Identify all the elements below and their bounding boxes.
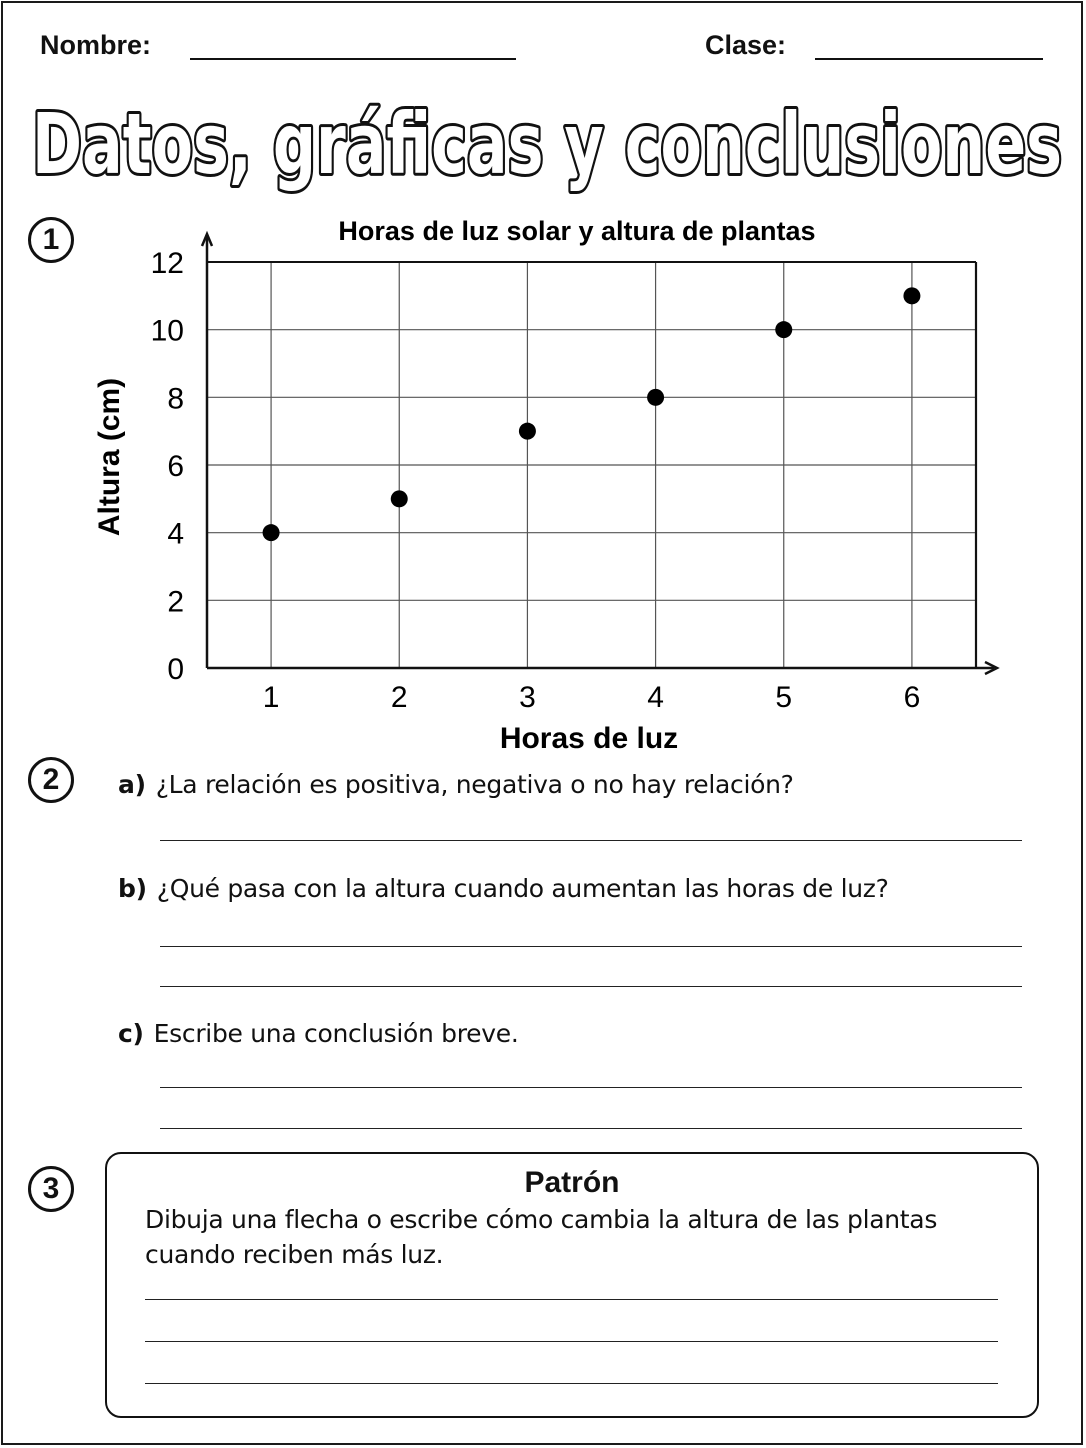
x-axis-label: Horas de luz bbox=[499, 722, 679, 755]
scatter-chart bbox=[0, 205, 1086, 755]
worksheet-title bbox=[0, 78, 1086, 200]
answer-line-b2[interactable] bbox=[160, 986, 1022, 987]
question-c-text: Escribe una conclusión breve. bbox=[153, 1019, 519, 1048]
class-label: Clase: bbox=[705, 30, 787, 60]
question-b-label: b) bbox=[118, 874, 147, 903]
x-tick-label: 5 bbox=[775, 681, 793, 714]
y-tick-label: 12 bbox=[150, 247, 184, 280]
section-number-1: 1 bbox=[28, 217, 74, 263]
chart-axes bbox=[202, 234, 997, 674]
y-axis-label: Altura (cm) bbox=[93, 377, 126, 537]
question-a-text: ¿La relación es positiva, negativa o no hay relación? bbox=[155, 770, 794, 799]
x-tick-label: 6 bbox=[903, 681, 921, 714]
answer-line-c1[interactable] bbox=[160, 1087, 1022, 1088]
pattern-box bbox=[105, 1152, 1039, 1418]
data-point bbox=[519, 423, 536, 440]
section-number-3: 3 bbox=[28, 1166, 74, 1212]
class-field[interactable] bbox=[815, 58, 1043, 60]
x-tick-label: 3 bbox=[519, 681, 536, 714]
worksheet-title-text: Datos, gráficas y conclusiones bbox=[32, 95, 1062, 193]
x-tick-label: 2 bbox=[390, 681, 408, 714]
x-tick-label: 1 bbox=[262, 681, 280, 714]
data-point bbox=[391, 490, 408, 507]
answer-line-c2[interactable] bbox=[160, 1128, 1022, 1129]
question-a-label: a) bbox=[118, 770, 146, 799]
data-points bbox=[263, 287, 921, 541]
chart-title: Horas de luz solar y altura de plantas bbox=[338, 216, 816, 246]
data-point bbox=[263, 524, 280, 541]
data-point bbox=[903, 287, 920, 304]
y-tick-label: 2 bbox=[167, 585, 184, 619]
name-field[interactable] bbox=[190, 58, 516, 60]
x-tick-labels bbox=[263, 681, 921, 714]
section-number-2: 2 bbox=[28, 757, 74, 803]
pattern-answer-line-2[interactable] bbox=[145, 1341, 998, 1342]
pattern-box-instructions: Dibuja una flecha o escribe cómo cambia la altura de las plantas cuando reciben más luz. bbox=[145, 1205, 938, 1269]
y-tick-label: 10 bbox=[150, 314, 184, 348]
y-tick-label: 8 bbox=[167, 382, 184, 416]
answer-line-b1[interactable] bbox=[160, 946, 1022, 947]
data-point bbox=[775, 321, 792, 338]
question-a bbox=[118, 770, 794, 799]
question-c bbox=[118, 1019, 518, 1048]
pattern-answer-line-1[interactable] bbox=[145, 1299, 998, 1300]
pattern-answer-line-3[interactable] bbox=[145, 1383, 998, 1384]
y-tick-label: 4 bbox=[167, 517, 184, 551]
pattern-box-title: Patrón bbox=[524, 1166, 620, 1199]
question-b-text: ¿Qué pasa con la altura cuando aumentan las horas de luz? bbox=[156, 874, 889, 903]
name-label: Nombre: bbox=[40, 30, 152, 60]
y-tick-label: 0 bbox=[167, 653, 184, 686]
answer-line-a1[interactable] bbox=[160, 840, 1022, 841]
question-c-label: c) bbox=[118, 1019, 144, 1048]
question-b bbox=[118, 874, 889, 903]
y-tick-labels bbox=[151, 247, 184, 686]
x-tick-label: 4 bbox=[647, 681, 664, 714]
data-point bbox=[647, 389, 664, 406]
y-tick-label: 6 bbox=[167, 450, 184, 483]
chart-grid bbox=[207, 262, 976, 668]
